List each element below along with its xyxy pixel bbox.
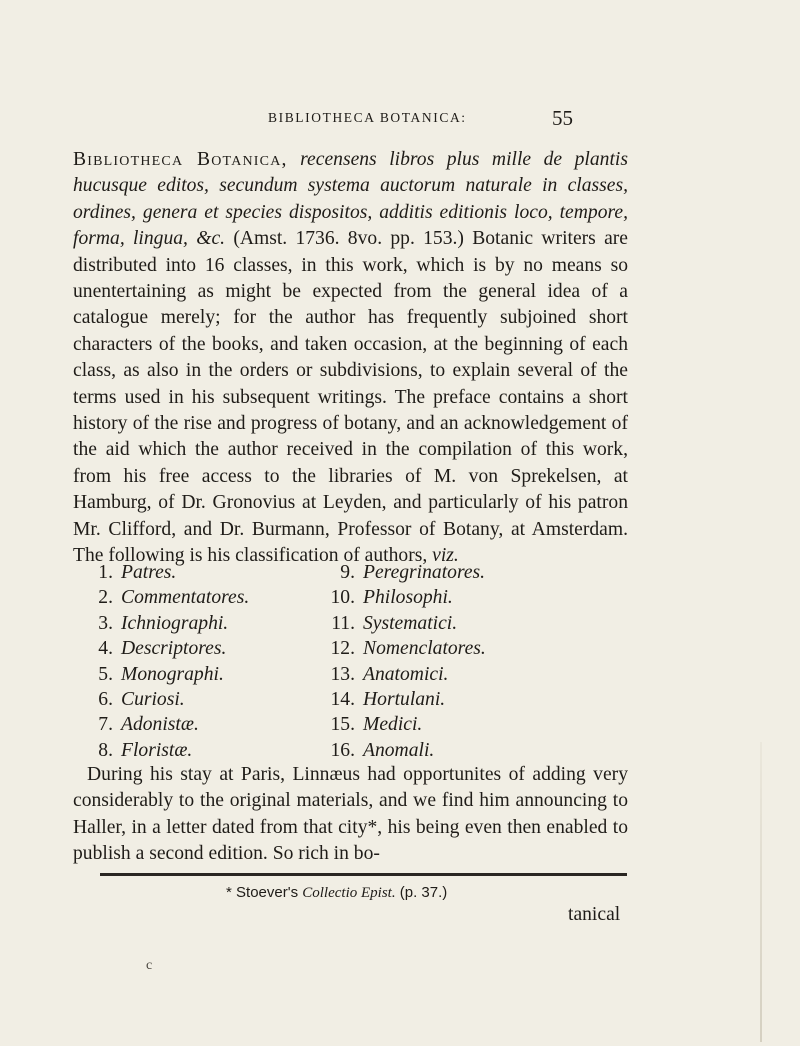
paragraph-text: (Amst. 1736. 8vo. pp. 153.) Botanic writers are distributed into 16 classes, in this work, which is by no means so unentertaining as might be expected from the general idea of a catalogue merely; for the author has frequently subjoined short characters of the books, and taken occasion, at the beginning of each class, as also in the orders or subdivisions, to explain several of the terms used in his subsequent writings. The preface contains a short history of the rise and progress of botany, and an acknowledgement of the aid which the author received in the compilation of this work, from his free access to the libraries of M. von Sprekelsen, at Hamburg, of Dr. Gronovius at Leyden, and particularly of his patron Mr. Clifford, and Dr. Burmann, Professor of Botany, at Amsterdam. The following is his classification of authors, (73, 228, 628, 567)
paragraph-bibliotheca (73, 147, 628, 570)
list-item: 5. Monographi. (98, 663, 224, 685)
viz-word: viz. (432, 545, 459, 567)
signature-mark: c (146, 958, 153, 973)
footnote (226, 884, 447, 902)
list-item: 6. Curiosi. (98, 688, 185, 710)
list-item: 1. Patres. (98, 562, 177, 583)
footnote-marker: * (226, 884, 232, 901)
list-item: 14. Hortulani. (330, 688, 446, 710)
list-row (87, 585, 647, 610)
footnote-author: Stoever's (236, 884, 299, 901)
list-item: 9. Peregrinatores. (340, 562, 486, 583)
list-row (87, 738, 647, 763)
list-row (87, 636, 647, 661)
catchword: tanical (568, 904, 621, 925)
footnote-work: Collectio Epist. (302, 885, 396, 901)
list-row (87, 611, 647, 636)
list-row (87, 712, 647, 737)
list-item: 2. Commentatores. (98, 587, 250, 609)
paragraph-paris (73, 762, 628, 868)
latin-title: recensens libros plus mille de plantis hucusque editos, secundum systema auctorum naturale in classes, ordines, genera et species dispositos, additis editionis loco, tempore, forma, lingua, &c. (73, 149, 628, 250)
list-item: 3. Ichniographi. (98, 612, 229, 634)
list-row (87, 662, 647, 687)
paragraph-paris-text: During his stay at Paris, Linnæus had opportunites of adding very considerably to the original materials, and we find him announcing to Haller, in a letter dated from that city*, his being even then enabled to publish a second edition. So rich in bo- (73, 764, 628, 865)
list-item: 12. Nomenclatores. (330, 638, 486, 660)
page-number: 55 (552, 106, 573, 130)
list-item: 13. Anatomici. (330, 663, 449, 685)
list-item: 4. Descriptores. (98, 638, 227, 660)
list-item: 8. Floristæ. (98, 739, 193, 761)
paragraph-lead: Bibliotheca Botanica, (73, 149, 288, 170)
list-item: 10. Philosophi. (330, 587, 453, 609)
list-row (87, 687, 647, 712)
footnote-rule (100, 873, 627, 876)
page-edge-shadow (760, 742, 762, 1042)
list-item: 15. Medici. (330, 714, 423, 736)
list-item: 16. Anomali. (330, 739, 435, 761)
list-item: 11. Systematici. (331, 612, 458, 634)
classification-list (87, 560, 647, 763)
list-item: 7. Adonistæ. (98, 714, 199, 736)
list-row (87, 560, 647, 585)
footnote-ref: (p. 37.) (399, 884, 448, 901)
running-head-title: BIBLIOTHECA BOTANICA: (268, 110, 467, 125)
